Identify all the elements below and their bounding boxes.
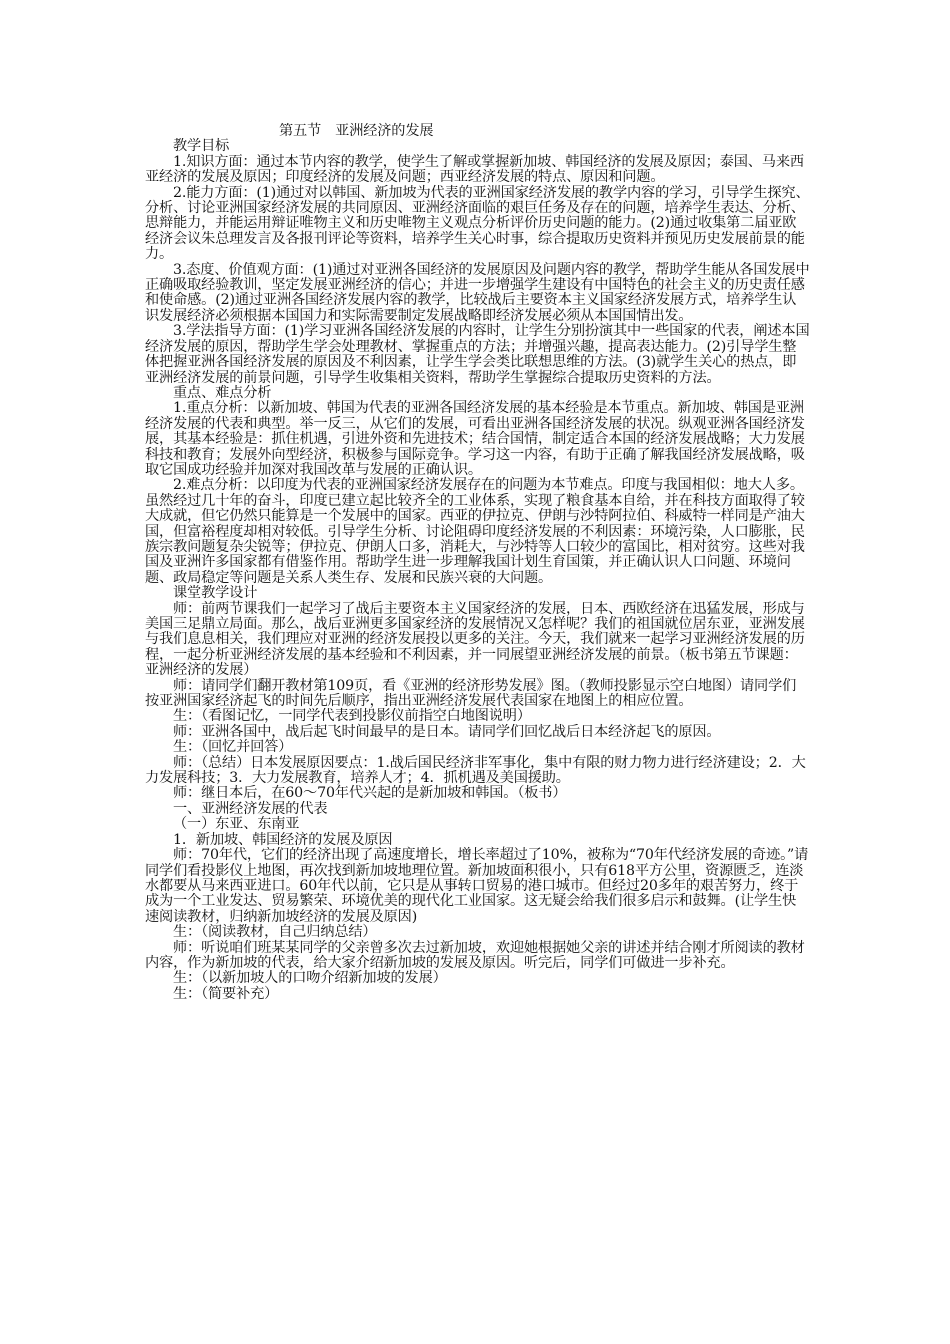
paragraph: 师：亚洲各国中，战后起飞时间最早的是日本。请同学们回忆战后日本经济起飞的原因。 — [173, 723, 721, 740]
document-body — [145, 124, 810, 1002]
paragraph: 师：前两节课我们一起学习了战后主要资本主义国家经济的发展，日本、西欧经济在迅猛发展，形成与美国三足鼎立局面。那么，战后亚洲更多国家经济的发展情况又怎样呢？我们的祖国就位居东亚，亚洲发展与我们息息相关，我们理应对亚洲的经济发展投以更多的关注。今天，我们就来一起学习亚洲经济发展的历程，一起分析亚洲经济发展的基本经验和不利因素，并一同展望亚洲经济发展的前景。（板书第五节课题：亚洲经济的发展） — [145, 600, 805, 679]
paragraph: 1.重点分析：以新加坡、韩国为代表的亚洲各国经济发展的基本经验是本节重点。新加坡、韩国是亚洲经济发展的代表和典型。举一反三，从它们的发展，可看出亚洲各国经济发展的状况。纵观亚洲各国经济发展，其基本经验是：抓住机遇，引进外资和先进技术；结合国情，制定适合本国的经济发展战略；大力发展科技和教育；发展外向型经济，积极参与国际竞争。学习这一内容，有助于正确了解我国经济发展战略，吸取它国成功经验并加深对我国改革与发展的正确认识。 — [145, 400, 805, 478]
paragraph: 师：70年代，它们的经济出现了高速度增长，增长率超过了10%，被称为“70年代经济发展的奇迹。”请同学们看投影仪上地图，再次找到新加坡地理位置。新加坡面积很小，只有618平方公里，资源匮乏，连淡水都要从马来西亚进口。60年代以前，它只是从事转口贸易的港口城市。但经过20多年的艰苦努力，终于成为一个工业发达、贸易繁荣、环境优美的现代化工业国家。这无疑会给我们很多启示和鼓舞。(让学生快速阅读教材，归纳新加坡经济的发展及原因) — [145, 847, 809, 925]
paragraph-list — [145, 139, 810, 1002]
paragraph: 课堂教学设计 — [173, 585, 258, 602]
paragraph: 重点、难点分析 — [173, 384, 272, 401]
paragraph: 2.难点分析：以印度为代表的亚洲国家经济发展存在的问题为本节难点。印度与我国相似：地大人多。虽然经过几十年的奋斗，印度已建立起比较齐全的工业体系，实现了粮食基本自给，并在科技方面取得了较大成就，但它仍然只能算是一个发展中的国家。西亚的伊拉克、伊朗与沙特阿拉伯、科威特一样同是产油大国，但富裕程度却相对较低。引导学生分析、讨论阻碍印度经济发展的不利因素：环境污染，人口膨胀，民族宗教问题复杂尖锐等；伊拉克、伊朗人口多，消耗大，与沙特等人口较少的富国比，相对贫穷。这些对我国及亚洲许多国家都有借鉴作用。帮助学生进一步理解我国计划生育国策，并正确认识人口问题、环境问题、政局稳定等问题是关系人类生存、发展和民族兴衰的大问题。 — [145, 477, 805, 586]
paragraph: 教学目标 — [173, 138, 230, 155]
paragraph: 生：（以新加坡人的口吻介绍新加坡的发展） — [173, 970, 447, 987]
paragraph: 3.学法指导方面：(1)学习亚洲各国经济发展的内容时，让学生分别扮演其中一些国家的代表，阐述本国经济发展的原因，帮助学生学会处理教材、掌握重点的方法；并增强兴趣，提高表达能力。(2)引导学生整体把握亚洲各国经济发展的原因及不利因素，让学生学会类比联想思维的方法。(3)就学生关心的热点，即亚洲经济发展的前景问题，引导学生收集相关资料，帮助学生掌握综合提取历史资料的方法。 — [145, 323, 810, 386]
paragraph: 1.知识方面：通过本节内容的教学，使学生了解或掌握新加坡、韩国经济的发展及原因；泰国、马来西亚经济的发展及原因；印度经济的发展及问题；西亚经济发展的特点、原因和问题。 — [145, 153, 804, 186]
paragraph: 师：请同学们翻开教材第109页，看《亚洲的经济形势发展》图。（教师投影显示空白地图）请同学们按亚洲国家经济起飞的时间先后顺序，指出亚洲经济发展代表国家在地图上的相应位置。 — [145, 677, 797, 710]
paragraph: 生：（看图记忆，一同学代表到投影仪前指空白地图说明） — [173, 708, 531, 725]
paragraph: 生：（阅读教材，自己归纳总结） — [173, 924, 377, 941]
paragraph: 师：继日本后，在60～70年代兴起的是新加坡和韩国。（板书） — [173, 785, 567, 802]
section-title: 第五节 亚洲经济的发展 — [279, 123, 434, 139]
paragraph: 生：（回忆并回答） — [173, 739, 293, 756]
paragraph: 3.态度、价值观方面：(1)通过对亚洲各国经济的发展原因及问题内容的教学，帮助学生能从各国发展中正确吸取经验教训，坚定发展亚洲经济的信心；并进一步增强学生建设有中国特色的社会主义的历史责任感和使命感。(2)通过亚洲各国经济发展内容的教学，比较战后主要资本主义国家经济发展方式，培养学生认识发展经济必须根据本国国力和实际需要制定发展战略即经济发展必须从本国国情出发。 — [145, 261, 810, 324]
paragraph: （一）东亚、东南亚 — [173, 816, 300, 833]
paragraph: 师：（总结）日本发展原因要点：1.战后国民经济非军事化，集中有限的财力物力进行经济建设；2．大力发展科技；3．大力发展教育，培养人才；4．抓机遇及美国援助。 — [145, 754, 806, 787]
paragraph: 一、亚洲经济发展的代表 — [173, 800, 328, 817]
paragraph: 生：（简要补充） — [173, 985, 279, 1002]
paragraph: 2.能力方面：(1)通过对以韩国、新加坡为代表的亚洲国家经济发展的教学内容的学习，引导学生探究、分析、讨论亚洲国家经济发展的共同原因、亚洲经济面临的艰巨任务及存在的问题，培养学生表达、分析、思辩能力，并能运用辩证唯物主义和历史唯物主义观点分析评价历史问题的能力。(2)通过收集第二届亚欧经济会议朱总理发言及各报刊评论等资料，培养学生关心时事，综合提取历史资料并预见历史发展前景的能力。 — [145, 184, 810, 263]
paragraph: 1．新加坡、韩国经济的发展及原因 — [173, 831, 393, 848]
paragraph: 师：听说咱们班某某同学的父亲曾多次去过新加坡，欢迎她根据她父亲的讲述并结合刚才所阅读的教材内容，作为新加坡的代表，给大家介绍新加坡的发展及原因。听完后，同学们可做进一步补充。 — [145, 939, 805, 971]
